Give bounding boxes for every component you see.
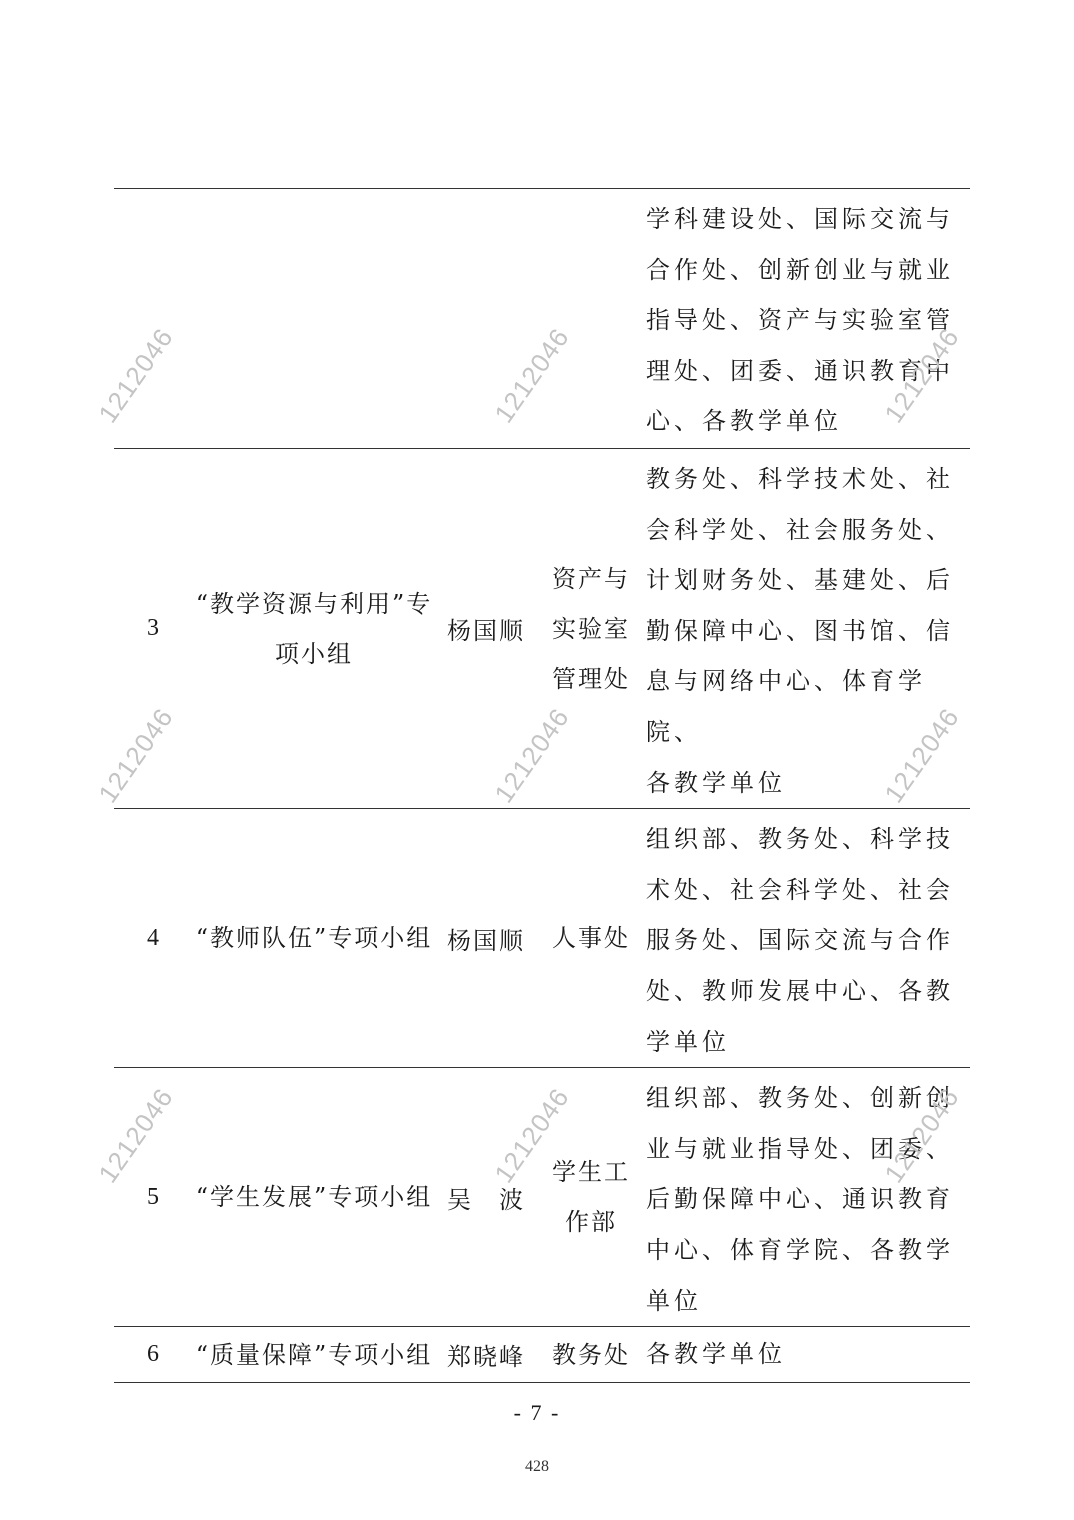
group-name bbox=[192, 189, 436, 449]
row-number: 5 bbox=[114, 1068, 192, 1327]
group-leader bbox=[436, 189, 536, 449]
participating-units: 各教学单位 bbox=[646, 1327, 970, 1383]
lead-department: 学生工 作部 bbox=[536, 1068, 646, 1327]
group-name: “教学资源与利用”专项小组 bbox=[192, 449, 436, 809]
watermark: 1212046 bbox=[92, 322, 180, 429]
row-number bbox=[114, 189, 192, 449]
lead-department: 教务处 bbox=[536, 1327, 646, 1383]
group-name: “学生发展”专项小组 bbox=[192, 1068, 436, 1327]
row-number: 4 bbox=[114, 809, 192, 1068]
lead-department bbox=[536, 189, 646, 449]
participating-units: 组织部、教务处、科学技 术处、社会科学处、社会 服务处、国际交流与合作 处、教师发展中心、各教 学单位 bbox=[646, 809, 970, 1068]
lead-department: 人事处 bbox=[536, 809, 646, 1068]
lead-department: 资产与 实验室 管理处 bbox=[536, 449, 646, 809]
table-row bbox=[114, 1327, 970, 1383]
group-leader: 郑晓峰 bbox=[436, 1327, 536, 1383]
watermark: 1212046 bbox=[92, 702, 180, 809]
watermark: 1212046 bbox=[488, 1082, 576, 1189]
table-row bbox=[114, 1068, 970, 1327]
table-row bbox=[114, 809, 970, 1068]
watermark: 1212046 bbox=[488, 702, 576, 809]
document-number: 428 bbox=[525, 1458, 549, 1475]
group-leader: 杨国顺 bbox=[436, 809, 536, 1068]
watermark: 1212046 bbox=[878, 1082, 966, 1189]
page-number: - 7 - bbox=[513, 1400, 561, 1425]
group-name: “质量保障”专项小组 bbox=[192, 1327, 436, 1383]
group-leader: 吴 波 bbox=[436, 1068, 536, 1327]
watermark: 1212046 bbox=[878, 702, 966, 809]
participating-units: 学科建设处、国际交流与 合作处、创新创业与就业 指导处、资产与实验室管 理处、团委、通识教育中 心、各教学单位 bbox=[646, 189, 970, 449]
table-row bbox=[114, 449, 970, 809]
watermark: 1212046 bbox=[92, 1082, 180, 1189]
group-leader: 杨国顺 bbox=[436, 449, 536, 809]
participating-units: 教务处、科学技术处、社 会科学处、社会服务处、 计划财务处、基建处、后 勤保障中心、图书馆、信 息与网络中心、体育学院、 各教学单位 bbox=[646, 449, 970, 809]
row-number: 3 bbox=[114, 449, 192, 809]
watermark: 1212046 bbox=[878, 322, 966, 429]
watermark: 1212046 bbox=[488, 322, 576, 429]
group-name: “教师队伍”专项小组 bbox=[192, 809, 436, 1068]
table-row bbox=[114, 189, 970, 449]
work-group-table bbox=[114, 188, 970, 1383]
row-number: 6 bbox=[114, 1327, 192, 1383]
participating-units: 组织部、教务处、创新创 业与就业指导处、团委、 后勤保障中心、通识教育 中心、体育学院、各教学 单位 bbox=[646, 1068, 970, 1327]
